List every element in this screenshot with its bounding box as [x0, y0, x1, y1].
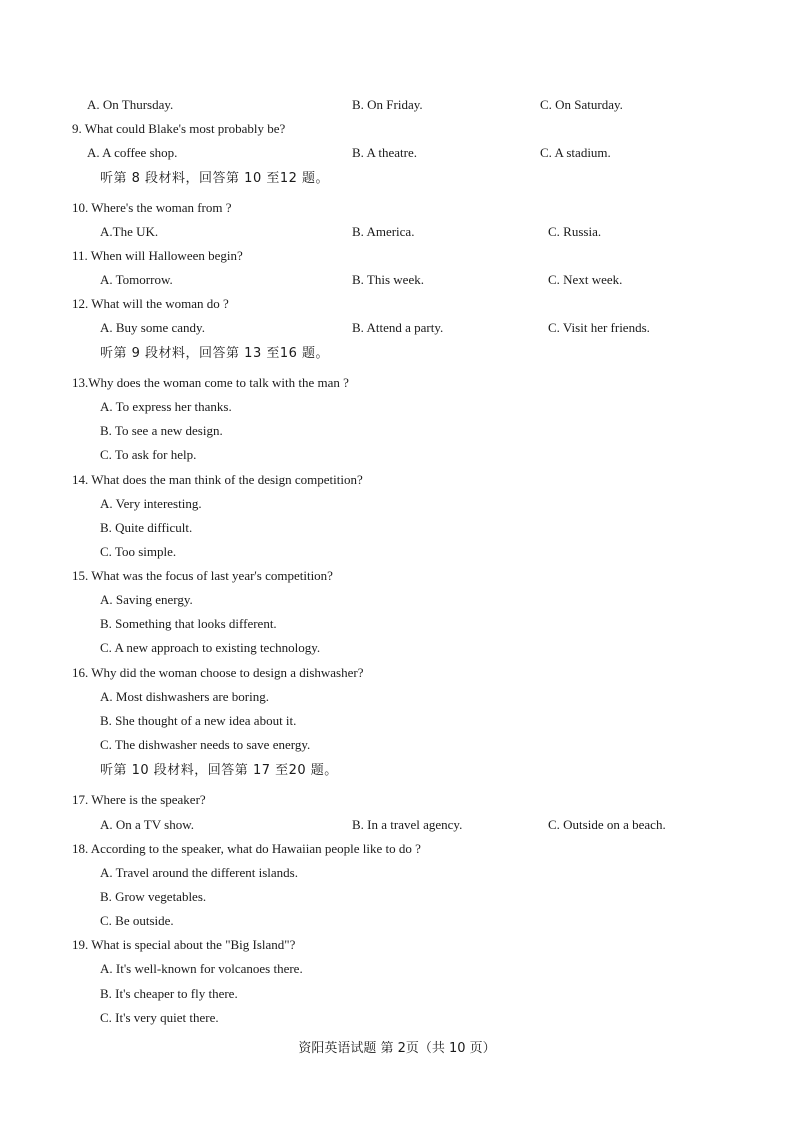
q9-option-b: B. A theatre. — [352, 145, 417, 160]
q19-option-b: B. It's cheaper to fly there. — [100, 986, 238, 1001]
q16-option-a: A. Most dishwashers are boring. — [100, 689, 269, 704]
q19-stem: 19. What is special about the "Big Island"? — [72, 937, 296, 952]
q10-stem: 10. Where's the woman from ? — [72, 200, 232, 215]
q8-option-c: C. On Saturday. — [540, 97, 623, 112]
q11-option-c: C. Next week. — [548, 272, 623, 287]
q13-option-a: A. To express her thanks. — [100, 399, 232, 414]
section-9-heading: 听第 9 段材料，回答第 13 至16 题。 — [100, 346, 330, 361]
q10-option-a: A.The UK. — [100, 224, 159, 239]
q16-option-c: C. The dishwasher needs to save energy. — [100, 737, 311, 752]
q12-option-c: C. Visit her friends. — [548, 320, 650, 335]
q15-stem: 15. What was the focus of last year's competition? — [72, 568, 333, 583]
q18-stem: 18. According to the speaker, what do Hawaiian people like to do ? — [72, 841, 421, 856]
q19-option-c: C. It's very quiet there. — [100, 1010, 219, 1025]
q9-stem: 9. What could Blake's most probably be? — [72, 121, 286, 136]
q17-option-a: A. On a TV show. — [100, 817, 195, 832]
q14-option-b: B. Quite difficult. — [100, 520, 193, 535]
q9-option-c: C. A stadium. — [540, 145, 611, 160]
q12-option-a: A. Buy some candy. — [100, 320, 205, 335]
q12-stem: 12. What will the woman do ? — [72, 296, 229, 311]
q19-option-a: A. It's well-known for volcanoes there. — [100, 961, 303, 976]
q18-option-b: B. Grow vegetables. — [100, 889, 207, 904]
q15-option-c: C. A new approach to existing technology. — [100, 640, 321, 655]
q8-option-b: B. On Friday. — [352, 97, 423, 112]
q15-option-b: B. Something that looks different. — [100, 616, 277, 631]
q11-option-a: A. Tomorrow. — [100, 272, 173, 287]
q10-option-c: C. Russia. — [548, 224, 602, 239]
q9-option-a: A. A coffee shop. — [87, 145, 178, 160]
page-footer: 资阳英语试题 第 2页（共 10 页） — [298, 1041, 496, 1056]
q18-option-c: C. Be outside. — [100, 913, 174, 928]
q13-stem: 13.Why does the woman come to talk with the man ? — [72, 375, 349, 390]
q13-option-b: B. To see a new design. — [100, 423, 223, 438]
q8-option-a: A. On Thursday. — [87, 97, 174, 112]
q11-stem: 11. When will Halloween begin? — [72, 248, 243, 263]
q17-option-c: C. Outside on a beach. — [548, 817, 666, 832]
q17-stem: 17. Where is the speaker? — [72, 792, 206, 807]
q14-option-a: A. Very interesting. — [100, 496, 202, 511]
q10-option-b: B. America. — [352, 224, 415, 239]
q12-option-b: B. Attend a party. — [352, 320, 444, 335]
q14-option-c: C. Too simple. — [100, 544, 177, 559]
q13-option-c: C. To ask for help. — [100, 447, 197, 462]
q17-option-b: B. In a travel agency. — [352, 817, 463, 832]
section-8-heading: 听第 8 段材料，回答第 10 至12 题。 — [100, 171, 330, 186]
section-10-heading: 听第 10 段材料，回答第 17 至20 题。 — [100, 763, 338, 778]
q16-stem: 16. Why did the woman choose to design a dishwasher? — [72, 665, 364, 680]
q18-option-a: A. Travel around the different islands. — [100, 865, 298, 880]
q14-stem: 14. What does the man think of the design competition? — [72, 472, 363, 487]
q15-option-a: A. Saving energy. — [100, 592, 193, 607]
q11-option-b: B. This week. — [352, 272, 424, 287]
q16-option-b: B. She thought of a new idea about it. — [100, 713, 297, 728]
